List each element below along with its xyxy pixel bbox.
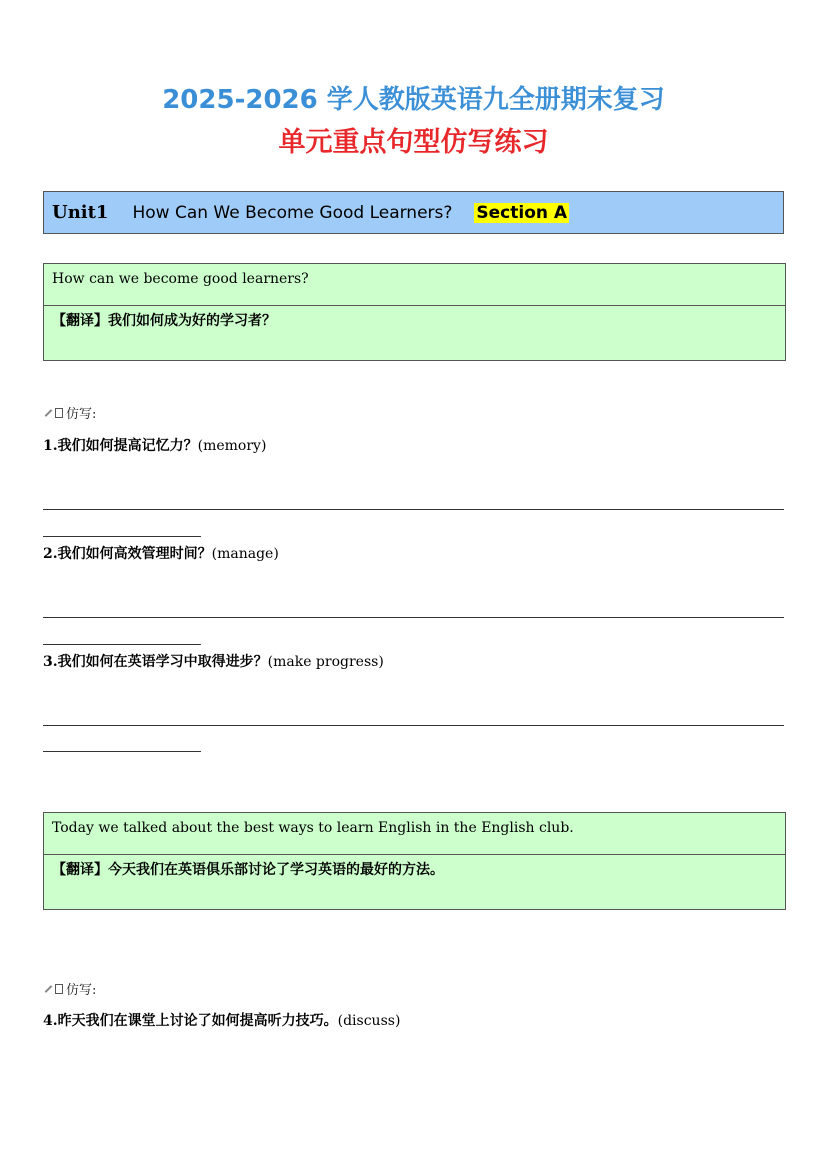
imitate-label-text: 仿写: [66,407,97,422]
sentence-english: How can we become good learners? [44,264,785,306]
answer-line[interactable] [43,509,784,510]
question-text: 3.我们如何在英语学习中取得进步？ [43,654,268,670]
page-title: 2025-2026 学人教版英语九全册期末复习 [162,85,665,115]
unit-header [43,191,784,234]
imitate-label [43,403,96,422]
question-item [43,437,266,455]
unit-name: Unit1 [52,202,109,223]
answer-line[interactable] [43,751,201,752]
sentence-box [43,812,786,910]
question-text: 4.昨天我们在课堂上讨论了如何提高听力技巧。 [43,1013,338,1029]
sentence-box [43,263,786,361]
imitate-label-text: 仿写: [66,983,97,998]
question-item [43,1012,400,1030]
pencil-icon [43,984,53,994]
section-tag: Section A [476,202,568,223]
question-hint: (make progress) [267,654,384,670]
question-hint: (memory) [197,438,267,454]
unit-title: How Can We Become Good Learners? [132,202,453,223]
question-text: 1.我们如何提高记忆力？ [43,438,198,454]
question-item [43,653,384,671]
answer-line[interactable] [43,644,201,645]
pencil-icon [43,408,53,418]
sentence-translation: 【翻译】我们如何成为好的学习者？ [52,313,276,329]
box-icon [55,984,63,994]
box-icon [55,408,63,418]
question-hint: (discuss) [337,1013,401,1029]
sentence-english: Today we talked about the best ways to learn English in the English club. [44,813,785,855]
answer-line[interactable] [43,617,784,618]
page-subtitle: 单元重点句型仿写练习 [278,127,549,158]
answer-line[interactable] [43,536,201,537]
question-text: 2.我们如何高效管理时间？ [43,546,212,562]
sentence-translation: 【翻译】今天我们在英语俱乐部讨论了学习英语的最好的方法。 [52,862,444,878]
question-item [43,545,279,563]
answer-line[interactable] [43,725,784,726]
imitate-label [43,979,96,998]
question-hint: (manage) [211,546,279,562]
